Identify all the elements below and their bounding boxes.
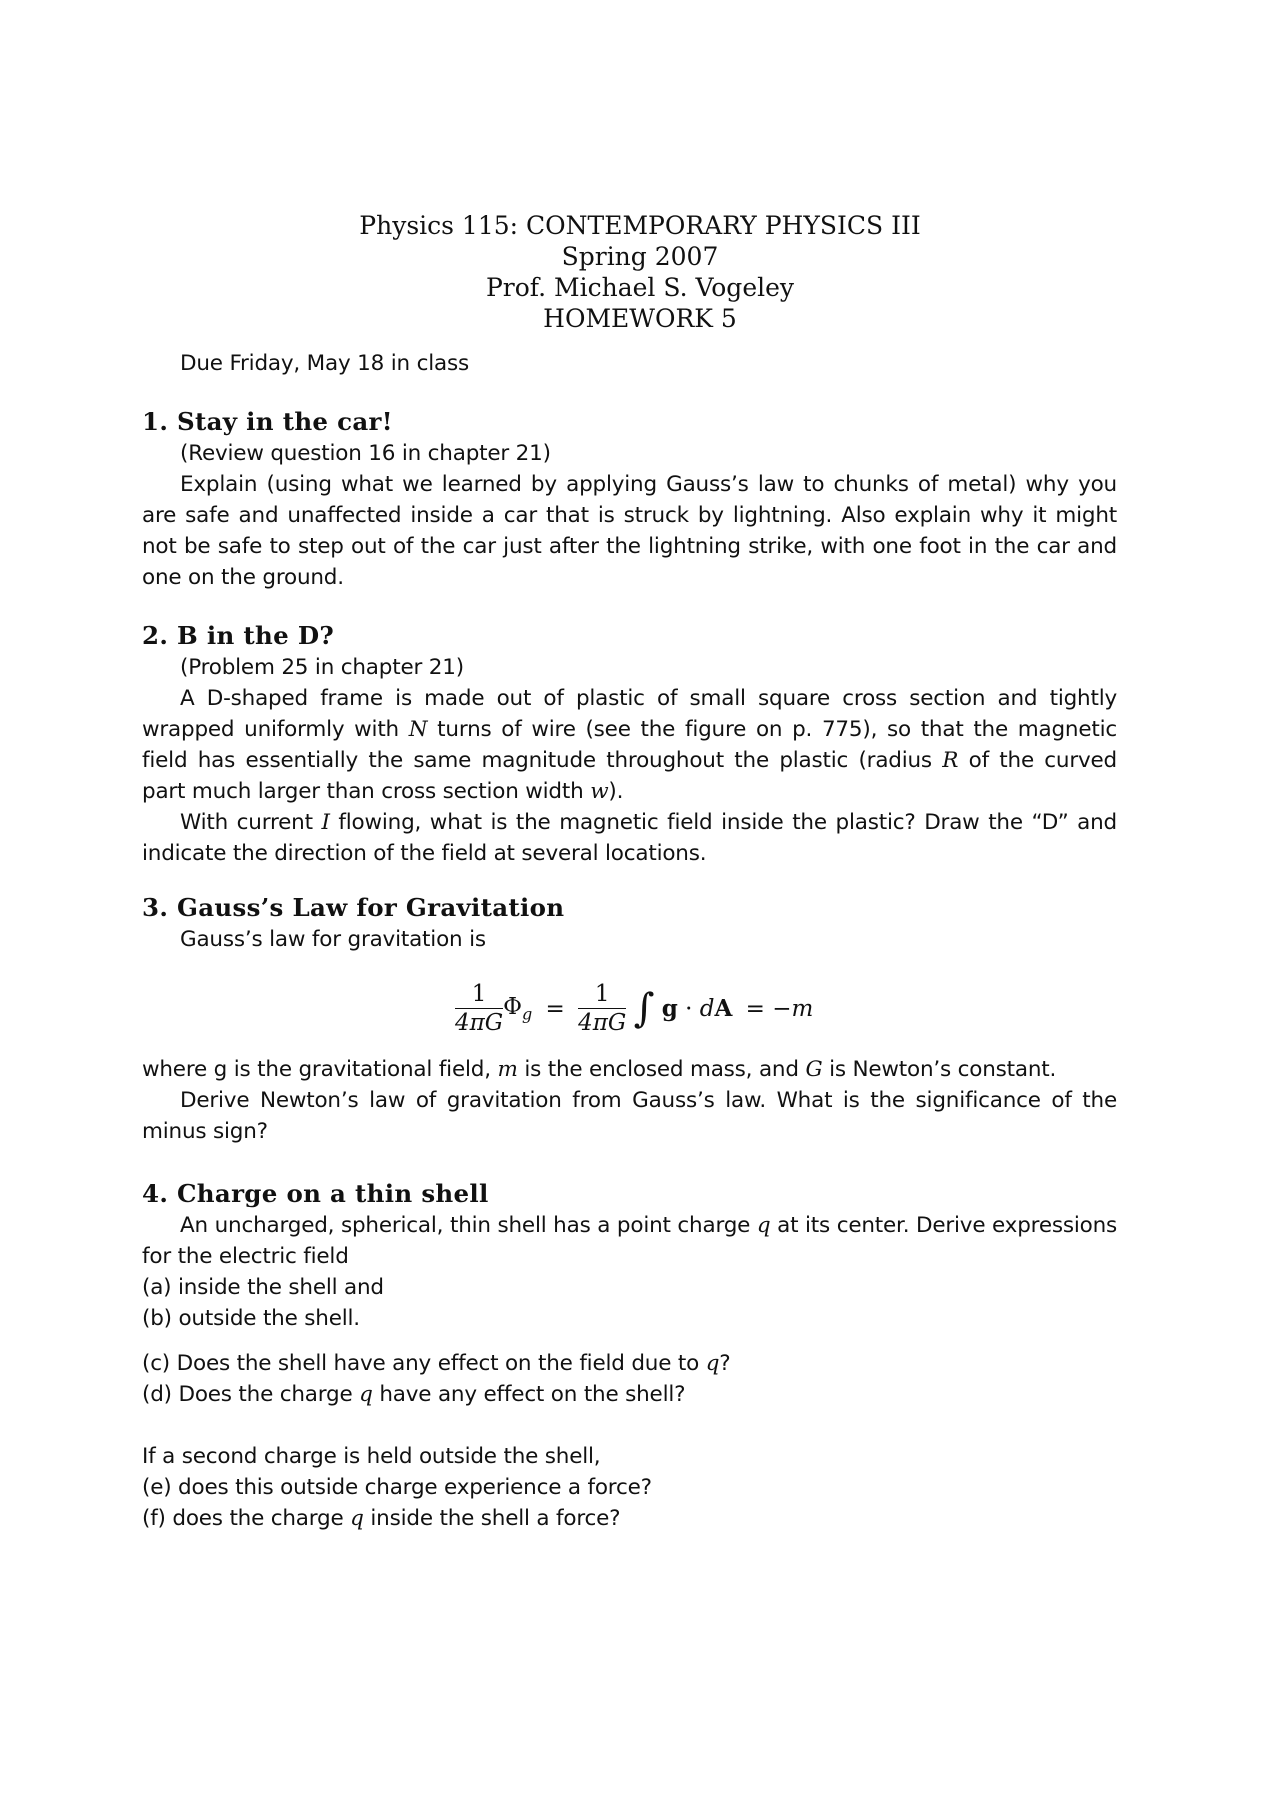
problem-1-body: Explain (using what we learned by applying Gauss’s law to chunks of metal) why you are safe and unaffected inside a car that is struck by lightning. Also explain why it might not be safe to step out of the car just after the lightning strike, with one foot in the car and one on the ground. — [142, 472, 1117, 590]
text: turns of wire (see the figure on p. 775), so that the magnetic field has essentially the same magnitude throughout the plastic (radius — [142, 717, 1118, 773]
g-vector: g — [661, 995, 678, 1022]
problem-2 — [142, 620, 1117, 869]
text: flowing, what is the magnetic field inside the plastic? Draw the “D” and indicate the direction of the field at several locations. — [142, 810, 1117, 866]
numerator: 1 — [578, 980, 626, 1009]
var-m: m — [497, 1057, 518, 1082]
denominator: 4πG — [455, 1010, 504, 1036]
document-header — [0, 210, 1280, 334]
dot: · — [685, 996, 693, 1022]
problem-3-task: Derive Newton’s law of gravitation from Gauss’s law. What is the significance of the minus sign? — [142, 1088, 1117, 1144]
text: (c) Does the shell have any effect on the field due to — [142, 1351, 700, 1376]
text: A D-shaped frame is made out of plastic of small square cross section and tightly wrapped uniformly with — [142, 686, 1117, 742]
var-i: I — [321, 810, 330, 835]
equals: = — [545, 995, 565, 1022]
due-date: Due Friday, May 18 in class — [180, 351, 469, 376]
problem-1 — [142, 406, 1117, 593]
var-q: q — [756, 1213, 771, 1238]
term: Spring 2007 — [561, 242, 719, 271]
problem-3-where — [142, 1054, 1117, 1085]
problem-1-reference: (Review question 16 in chapter 21) — [180, 441, 551, 466]
denominator: 4πG — [578, 1010, 627, 1036]
integral-sign: ∫ — [633, 985, 655, 1032]
fraction-left — [455, 980, 503, 1037]
part-c — [142, 1348, 1117, 1379]
var-w: w — [590, 779, 609, 804]
var-q: q — [359, 1382, 373, 1407]
problem-3-intro: Gauss’s law for gravitation is — [180, 927, 486, 952]
part-f — [142, 1503, 1117, 1534]
text: inside the shell a force? — [370, 1506, 621, 1531]
problem-2-reference: (Problem 25 in chapter 21) — [180, 655, 464, 680]
var-n: N — [408, 717, 428, 742]
area-vector: A — [714, 995, 733, 1022]
var-q: q — [350, 1506, 364, 1531]
text: is the enclosed mass, and — [524, 1057, 799, 1082]
course-title: Physics 115: CONTEMPORARY PHYSICS III — [359, 211, 921, 240]
problem-2-title: 2. B in the D? — [142, 621, 335, 650]
rhs: = −m — [745, 995, 814, 1022]
text: of the curved part much larger than cross section width — [142, 748, 1117, 804]
fraction-right — [578, 980, 626, 1037]
problem-4-intro — [142, 1210, 1117, 1272]
problem-3-explanation — [142, 1054, 1117, 1147]
instructor: Prof. Michael S. Vogeley — [485, 273, 795, 302]
problem-1-title: 1. Stay in the car! — [142, 407, 393, 436]
gauss-gravitation-equation — [0, 980, 1280, 1050]
text: With current — [180, 810, 313, 835]
phi: Φ — [503, 993, 522, 1020]
numerator: 1 — [455, 980, 503, 1009]
text: (f) does the charge — [142, 1506, 344, 1531]
var-r: R — [942, 748, 959, 773]
text: where g is the gravitational field, — [142, 1057, 491, 1082]
part-e: (e) does this outside charge experience a force? — [142, 1475, 652, 1500]
text: An uncharged, spherical, thin shell has a point charge — [180, 1213, 751, 1238]
text: have any effect on the shell? — [379, 1382, 686, 1407]
flux-symbol — [503, 993, 533, 1024]
part-b: (b) outside the shell. — [142, 1306, 360, 1331]
d: d — [699, 996, 715, 1022]
assignment-title: HOMEWORK 5 — [543, 304, 737, 333]
part-a: (a) inside the shell and — [142, 1275, 384, 1300]
problem-2-question — [142, 807, 1117, 869]
text: ). — [608, 779, 624, 804]
integrand — [662, 996, 733, 1022]
problem-2-body — [142, 683, 1117, 807]
problem-4-title: 4. Charge on a thin shell — [142, 1179, 489, 1208]
second-charge-intro: If a second charge is held outside the shell, — [142, 1444, 601, 1469]
text: at its center. Derive expressions for the electric field — [142, 1213, 1118, 1269]
text: is Newton’s constant. — [829, 1057, 1057, 1082]
phi-subscript: g — [521, 1004, 533, 1024]
problem-4 — [142, 1178, 1117, 1534]
problem-3-title: 3. Gauss’s Law for Gravitation — [142, 893, 565, 922]
var-g: G — [805, 1057, 823, 1082]
part-d — [142, 1379, 1117, 1410]
problem-3 — [142, 892, 1117, 955]
text: ? — [719, 1351, 731, 1376]
text: (d) Does the charge — [142, 1382, 353, 1407]
var-q: q — [705, 1351, 720, 1376]
